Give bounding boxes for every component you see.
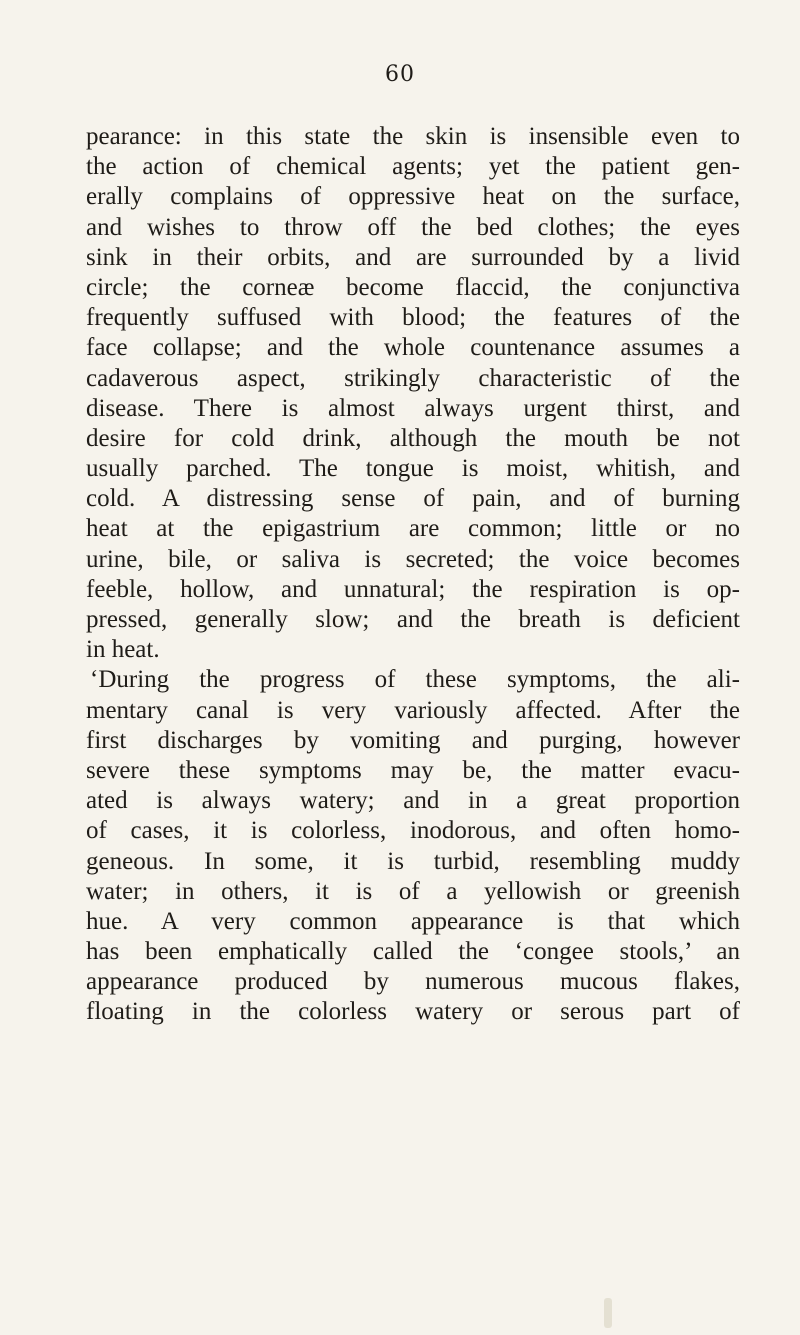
- paper-blemish: [604, 1298, 612, 1328]
- page-number: 60: [385, 62, 415, 87]
- text-line: sink in their orbits, and are surrounded by a livid: [86, 243, 740, 271]
- text-line: the action of chemical agents; yet the patient gen-: [86, 153, 740, 181]
- text-line: heat at the epigastrium are common; little or no: [86, 515, 740, 543]
- body-text: [86, 122, 740, 1028]
- text-line: feeble, hollow, and unnatural; the respiration is op-: [86, 575, 740, 603]
- text-line: ated is always watery; and in a great proportion: [86, 787, 740, 815]
- text-line: floating in the colorless watery or serous part of: [86, 998, 740, 1026]
- text-line: cold. A distressing sense of pain, and of burning: [86, 485, 740, 513]
- text-line: circle; the corneæ become flaccid, the conjunctiva: [86, 273, 740, 301]
- text-line: erally complains of oppressive heat on the surface,: [86, 183, 740, 211]
- text-line: has been emphatically called the ‘congee stools,’ an: [86, 938, 740, 966]
- paragraph-2: [86, 665, 740, 1027]
- text-line: of cases, it is colorless, inodorous, and often homo-: [86, 817, 740, 845]
- text-line: frequently suffused with blood; the features of the: [86, 304, 740, 332]
- text-line: and wishes to throw off the bed clothes; the eyes: [86, 213, 740, 241]
- text-line: pearance: in this state the skin is insensible even to: [86, 123, 740, 150]
- text-line: desire for cold drink, although the mouth be not: [86, 424, 740, 452]
- text-line: geneous. In some, it is turbid, resembling muddy: [86, 847, 740, 875]
- text-line: face collapse; and the whole countenance assumes a: [86, 334, 740, 362]
- text-line: pressed, generally slow; and the breath is deficient: [86, 606, 740, 633]
- text-line: first discharges by vomiting and purging, however: [86, 726, 740, 754]
- text-line: in heat.: [86, 636, 160, 664]
- text-line: cadaverous aspect, strikingly characteristic of the: [86, 364, 740, 392]
- text-line: water; in others, it is of a yellowish or greenish: [86, 877, 740, 905]
- text-line: ‘During the progress of these symptoms, the ali-: [90, 666, 740, 694]
- text-line: mentary canal is very variously affected. After the: [86, 696, 740, 724]
- text-line: appearance produced by numerous mucous flakes,: [86, 968, 740, 996]
- text-line: urine, bile, or saliva is secreted; the voice becomes: [86, 545, 740, 573]
- text-line: severe these symptoms may be, the matter evacu-: [86, 756, 740, 784]
- text-line: hue. A very common appearance is that which: [86, 907, 740, 935]
- paragraph-1: [86, 122, 740, 665]
- text-line: usually parched. The tongue is moist, whitish, and: [86, 455, 740, 483]
- text-line: disease. There is almost always urgent thirst, and: [86, 394, 740, 422]
